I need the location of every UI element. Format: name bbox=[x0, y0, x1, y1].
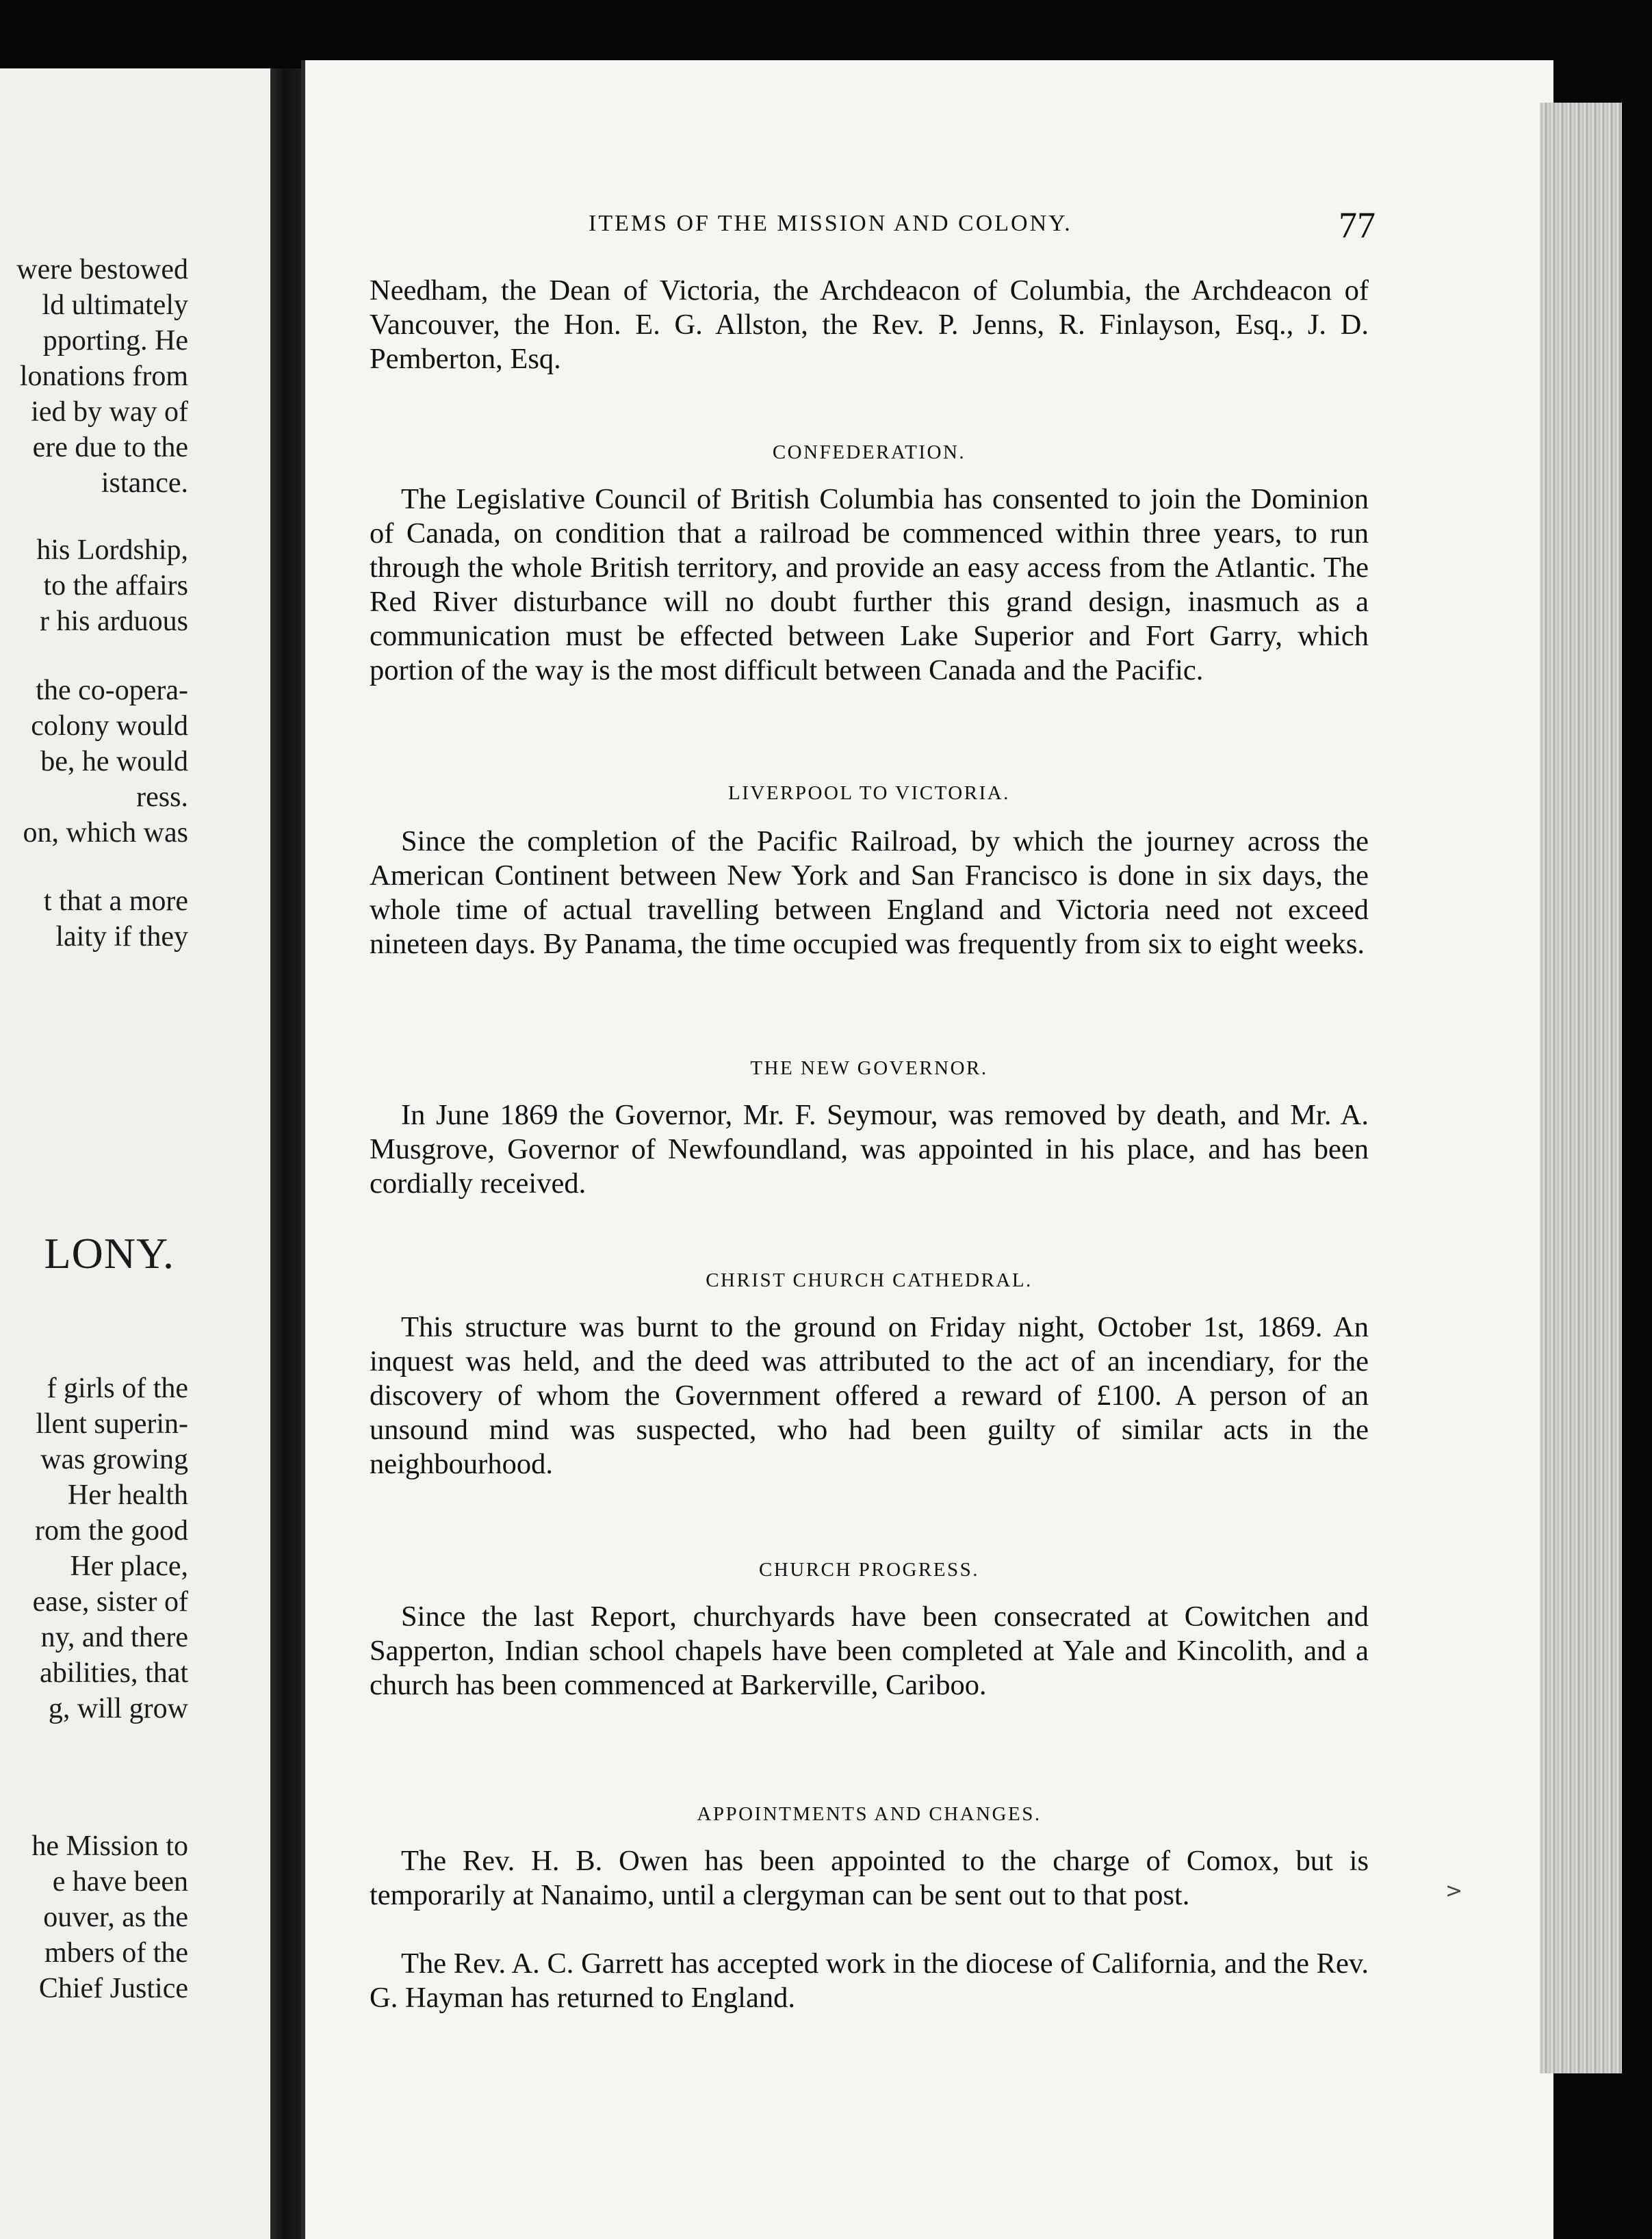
left-page-line: r his arduous bbox=[40, 606, 188, 637]
paragraph-appointments-owen: The Rev. H. B. Owen has been appointed to the charge of Comox, but is temporarily at Nanaimo, until a clergyman can be sent out to that post. bbox=[370, 1845, 1369, 1911]
paragraph-liverpool-to-victoria: Since the completion of the Pacific Railroad, by which the journey across the American Continent between New York and San Francisco is done in six days, the whole time of actual travelling between England and Victoria need not exceed nineteen days. By Panama, the time occupied was frequently from six to eight weeks. bbox=[370, 825, 1369, 960]
heading-christ-church-cathedral: CHRIST CHURCH CATHEDRAL. bbox=[706, 1269, 1033, 1291]
left-page-line: were bestowed bbox=[16, 254, 188, 285]
heading-liverpool-to-victoria: LIVERPOOL TO VICTORIA. bbox=[728, 782, 1010, 804]
left-page-line: the co-opera- bbox=[36, 675, 188, 706]
heading-appointments-and-changes: APPOINTMENTS AND CHANGES. bbox=[697, 1803, 1042, 1825]
left-page-line: Her health bbox=[67, 1479, 188, 1511]
book-gutter bbox=[270, 68, 305, 2239]
left-page-line: he Mission to bbox=[31, 1830, 188, 1862]
heading-church-progress: CHURCH PROGRESS. bbox=[758, 1559, 980, 1581]
left-page-line: colony would bbox=[31, 710, 188, 742]
paragraph-church-progress: Since the last Report, churchyards have been consecrated at Cowitchen and Sapperton, Indian school chapels have been completed at Yale and Kincolith, and a church has been commenced at Barkerville, Cariboo. bbox=[370, 1601, 1369, 1701]
left-page-line: istance. bbox=[101, 467, 188, 499]
left-page-line: Her place, bbox=[70, 1551, 188, 1582]
running-title: ITEMS OF THE MISSION AND COLONY. bbox=[589, 211, 1072, 236]
left-page-line: ld ultimately bbox=[42, 289, 188, 321]
previous-page-fragment bbox=[0, 68, 270, 2239]
paragraph-confederation: The Legislative Council of British Columbia has consented to join the Dominion of Canada, on condition that a railroad be commenced within three years, to run through the whole British territory, and provide an easy access from the Atlantic. The Red River disturbance will no doubt further this grand design, inasmuch as a communication must be effected between Lake Superior and Fort Garry, which portion of the way is the most difficult between Canada and the Pacific. bbox=[370, 483, 1369, 686]
left-page-line: Chief Justice bbox=[38, 1973, 188, 2004]
left-page-line: ere due to the bbox=[32, 432, 188, 463]
left-page-line: was growing bbox=[40, 1444, 188, 1475]
left-page-line: pporting. He bbox=[42, 325, 188, 357]
left-page-line: ouver, as the bbox=[43, 1902, 188, 1933]
paragraph-new-governor: In June 1869 the Governor, Mr. F. Seymour, was removed by death, and Mr. A. Musgrove, Governor of Newfoundland, was appointed in his place, and has been cordially received. bbox=[370, 1099, 1369, 1200]
running-head bbox=[589, 205, 1382, 246]
left-page-line: LONY. bbox=[44, 1229, 175, 1278]
left-page-line: ny, and there bbox=[40, 1622, 188, 1653]
left-page-line: ease, sister of bbox=[32, 1586, 188, 1618]
left-page-line: f girls of the bbox=[47, 1373, 188, 1404]
margin-mark: > bbox=[1445, 1879, 1463, 1903]
paragraph-christ-church-cathedral: This structure was burnt to the ground on Friday night, October 1st, 1869. An inquest was held, and the deed was attributed to the act of an incendiary, for the discovery of whom the Government offered a reward of £100. A person of an unsound mind was suspected, who had been guilty of similar acts in the neighbourhood. bbox=[370, 1311, 1369, 1480]
page-edges bbox=[1540, 103, 1622, 2073]
left-page-line: lonations from bbox=[19, 361, 188, 392]
left-page-line: be, he would bbox=[40, 746, 188, 777]
left-page-line: e have been bbox=[52, 1866, 188, 1898]
left-page-line: llent superin- bbox=[36, 1408, 188, 1440]
left-page-line: ied by way of bbox=[31, 396, 188, 428]
paragraph-appointments-garrett: The Rev. A. C. Garrett has accepted work in the diocese of California, and the Rev. G. Hayman has returned to England. bbox=[370, 1947, 1369, 2014]
left-page-line: rom the good bbox=[35, 1515, 188, 1546]
left-page-line: on, which was bbox=[23, 817, 188, 849]
left-page-line: laity if they bbox=[55, 921, 188, 953]
intro-paragraph: Needham, the Dean of Victoria, the Archdeacon of Columbia, the Archdeacon of Vancouver, the Hon. E. G. Allston, the Rev. P. Jenns, R. Finlayson, Esq., J. D. Pemberton, Esq. bbox=[370, 274, 1369, 375]
left-page-line: ress. bbox=[136, 781, 188, 813]
page-number: 77 bbox=[1339, 205, 1376, 246]
left-page-line: mbers of the bbox=[44, 1937, 188, 1969]
left-page-line: abilities, that bbox=[40, 1657, 188, 1689]
heading-confederation: CONFEDERATION. bbox=[772, 441, 966, 463]
left-page-line: to the affairs bbox=[43, 570, 188, 601]
left-page-line: g, will grow bbox=[48, 1693, 188, 1724]
heading-new-governor: THE NEW GOVERNOR. bbox=[750, 1057, 988, 1079]
left-page-line: his Lordship, bbox=[36, 534, 188, 566]
left-page-line: t that a more bbox=[43, 885, 188, 917]
